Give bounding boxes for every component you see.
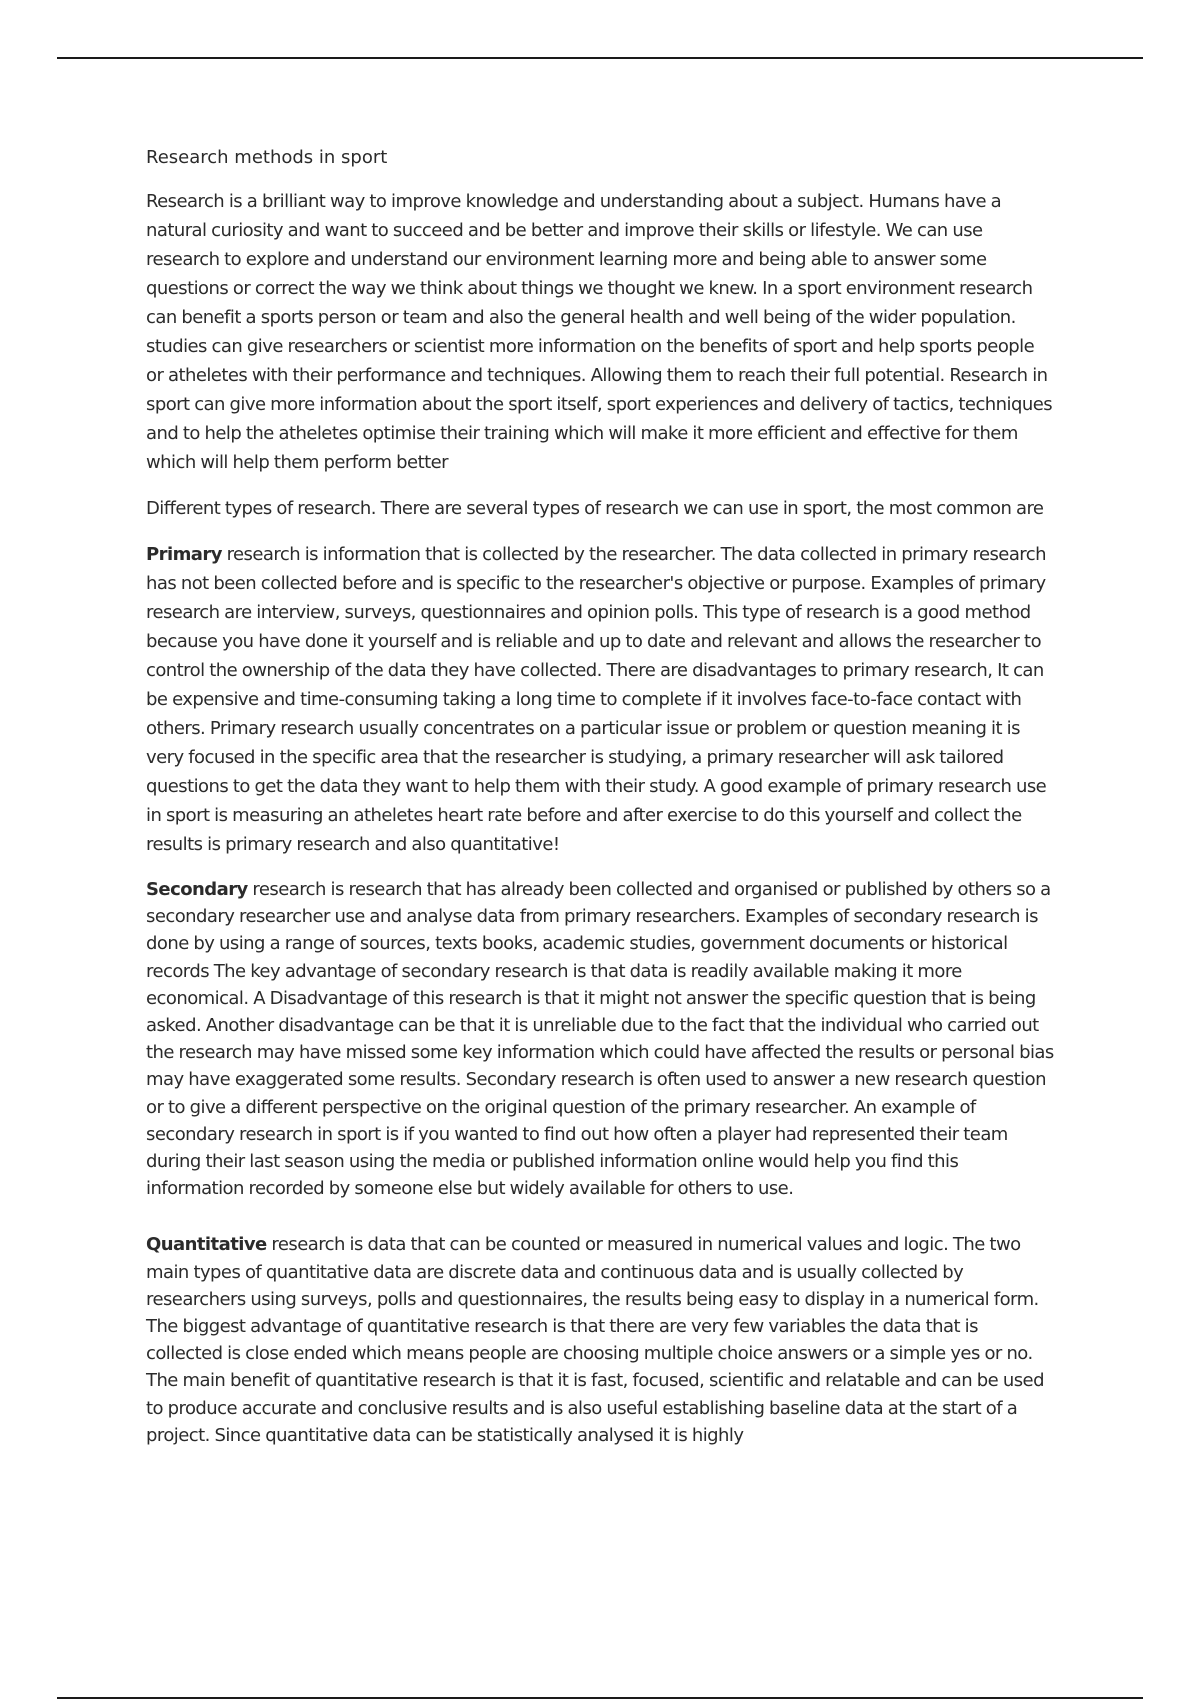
primary-paragraph — [146, 540, 1056, 859]
primary-term: Primary — [146, 544, 222, 565]
primary-text: research is information that is collected by the researcher. The data collected in primary research has not been collected before and is specific to the researcher's objective or purpose. Examples of primary research are interview, surveys, questionnaires and opinion polls. This type of research is a good method because you have done it yourself and is reliable and up to date and relevant and allows the researcher to control the ownership of the data they have collected. There are disadvantages to primary research, It can be expensive and time-consuming taking a long time to complete if it involves face-to-face contact with others. Primary research usually concentrates on a particular issue or problem or question meaning it is very focused in the specific area that the researcher is studying, a primary researcher will ask tailored questions to get the data they want to help them with their study. A good example of primary research use in sport is measuring an atheletes heart rate before and after exercise to do this yourself and collect the results is primary research and also quantitative! — [146, 544, 1047, 855]
intro-paragraph: Research is a brilliant way to improve knowledge and understanding about a subject. Humans have a natural curiosity and want to succeed and be better and improve their skills or lifestyle. We can use research to explore and understand our environment learning more and being able to answer some questions or correct the way we think about things we thought we knew. In a sport environment research can benefit a sports person or team and also the general health and well being of the wider population. studies can give researchers or scientist more information on the benefits of sport and help sports people or atheletes with their performance and techniques. Allowing them to reach their full potential. Research in sport can give more information about the sport itself, sport experiences and delivery of tactics, techniques and to help the atheletes optimise their training which will make it more efficient and effective for them which will help them perform better — [146, 191, 1053, 473]
quantitative-paragraph — [146, 1231, 1056, 1449]
document-title: Research methods in sport — [146, 147, 388, 168]
footer-rule — [57, 1697, 1143, 1699]
header-rule — [57, 57, 1143, 59]
secondary-term: Secondary — [146, 879, 248, 900]
types-intro-paragraph: Different types of research. There are several types of research we can use in sport, the most common are — [146, 498, 1044, 519]
document-body — [146, 143, 1056, 1466]
secondary-text: research is research that has already been collected and organised or published by others so a secondary researcher use and analyse data from primary researchers. Examples of secondary research is done by using a range of sources, texts books, academic studies, government documents or historical records The key advantage of secondary research is that data is readily available making it more economical. A Disadvantage of this research is that it might not answer the specific question that is being asked. Another disadvantage can be that it is unreliable due to the fact that the individual who carried out the research may have missed some key information which could have affected the results or personal bias may have exaggerated some results. Secondary research is often used to answer a new research question or to give a different perspective on the original question of the primary researcher. An example of secondary research in sport is if you wanted to find out how often a player had represented their team during their last season using the media or published information online would help you find this information recorded by someone else but widely available for others to use. — [146, 879, 1054, 1200]
secondary-paragraph — [146, 876, 1056, 1202]
quantitative-term: Quantitative — [146, 1234, 267, 1256]
quantitative-text: research is data that can be counted or measured in numerical values and logic. The two main types of quantitative data are discrete data and continuous data and is usually collected by researchers using surveys, polls and questionnaires, the results being easy to display in a numerical form. The biggest advantage of quantitative research is that there are very few variables the data that is collected is close ended which means people are choosing multiple choice answers or a simple yes or no. The main benefit of quantitative research is that it is fast, focused, scientific and relatable and can be used to produce accurate and conclusive results and is also useful establishing baseline data at the start of a project. Since quantitative data can be statistically analysed it is highly — [146, 1234, 1044, 1446]
